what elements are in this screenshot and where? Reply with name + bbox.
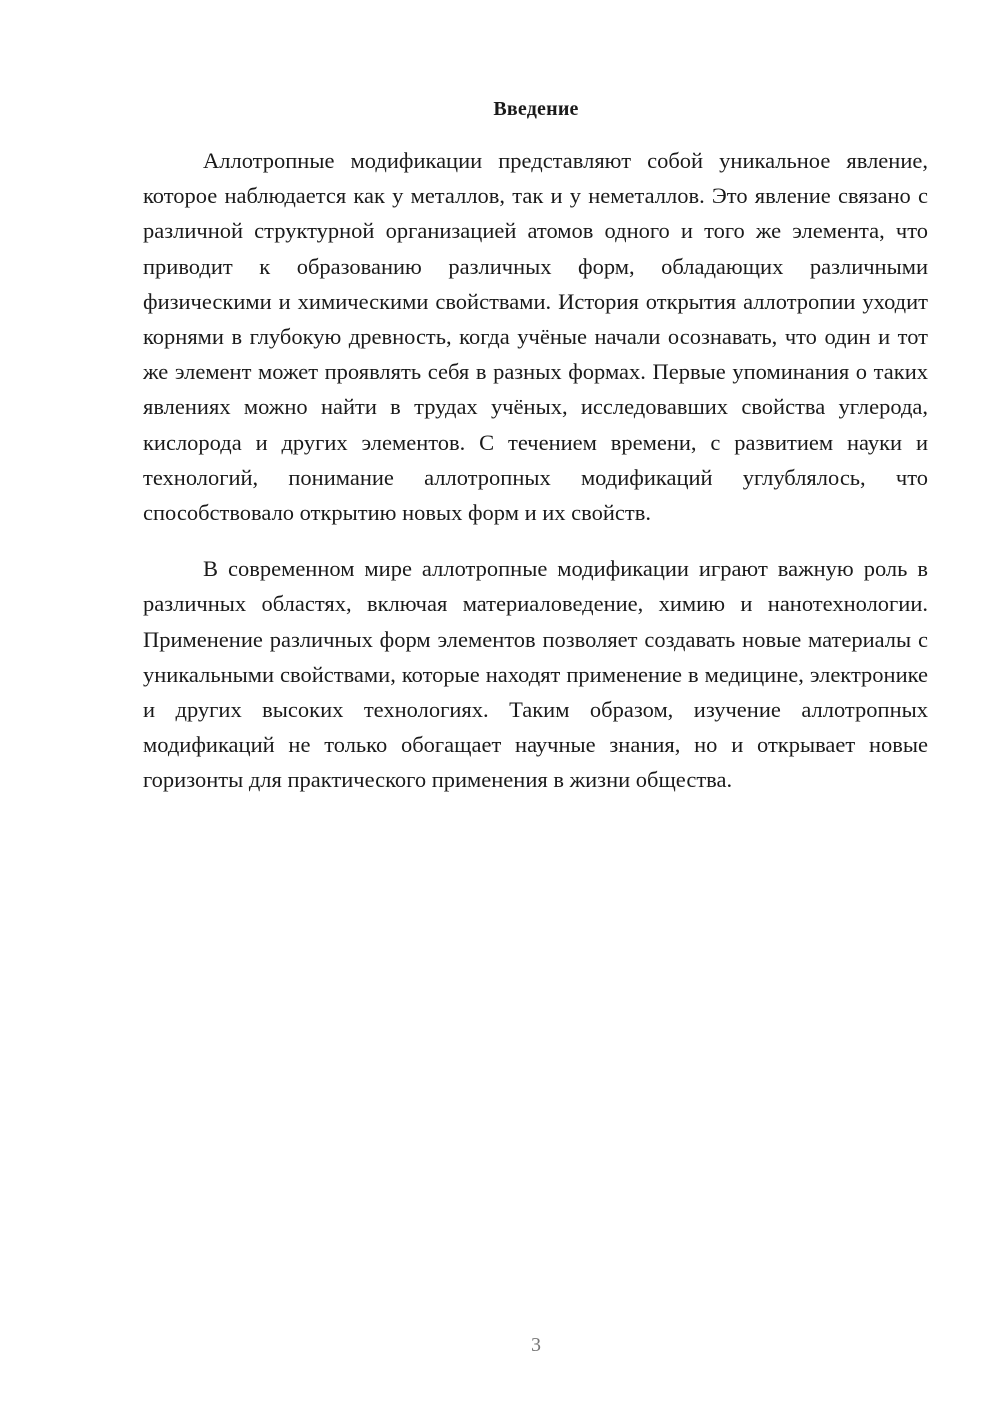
paragraph-1: Аллотропные модификации представляют собой уникальное явление, которое наблюдается как у металлов, так и у неметаллов. Это явление связано с различной структурной организацией атомов одного и того же элемента, что приводит к образованию различных форм, обладающих различными физическими и химическими свойствами. История открытия аллотропии уходит корнями в глубокую древность, когда учёные начали осознавать, что один и тот же элемент может проявлять себя в разных формах. Первые упоминания о таких явлениях можно найти в трудах учёных, исследовавших свойства углерода, кислорода и других элементов. С течением времени, с развитием науки и технологий, понимание аллотропных модификаций углублялось, что способствовало открытию новых форм и их свойств. (143, 148, 928, 526)
section-heading: Введение (493, 98, 579, 120)
body-text (143, 143, 928, 798)
page-number: 3 (531, 1334, 541, 1356)
paragraph-2: В современном мире аллотропные модификации играют важную роль в различных областях, включая материаловедение, химию и нанотехнологии. Применение различных форм элементов позволяет создавать новые материалы с уникальными свойствами, которые находят применение в медицине, электронике и других высоких технологиях. Таким образом, изучение аллотропных модификаций не только обогащает научные знания, но и открывает новые горизонты для практического применения в жизни общества. (143, 556, 928, 793)
